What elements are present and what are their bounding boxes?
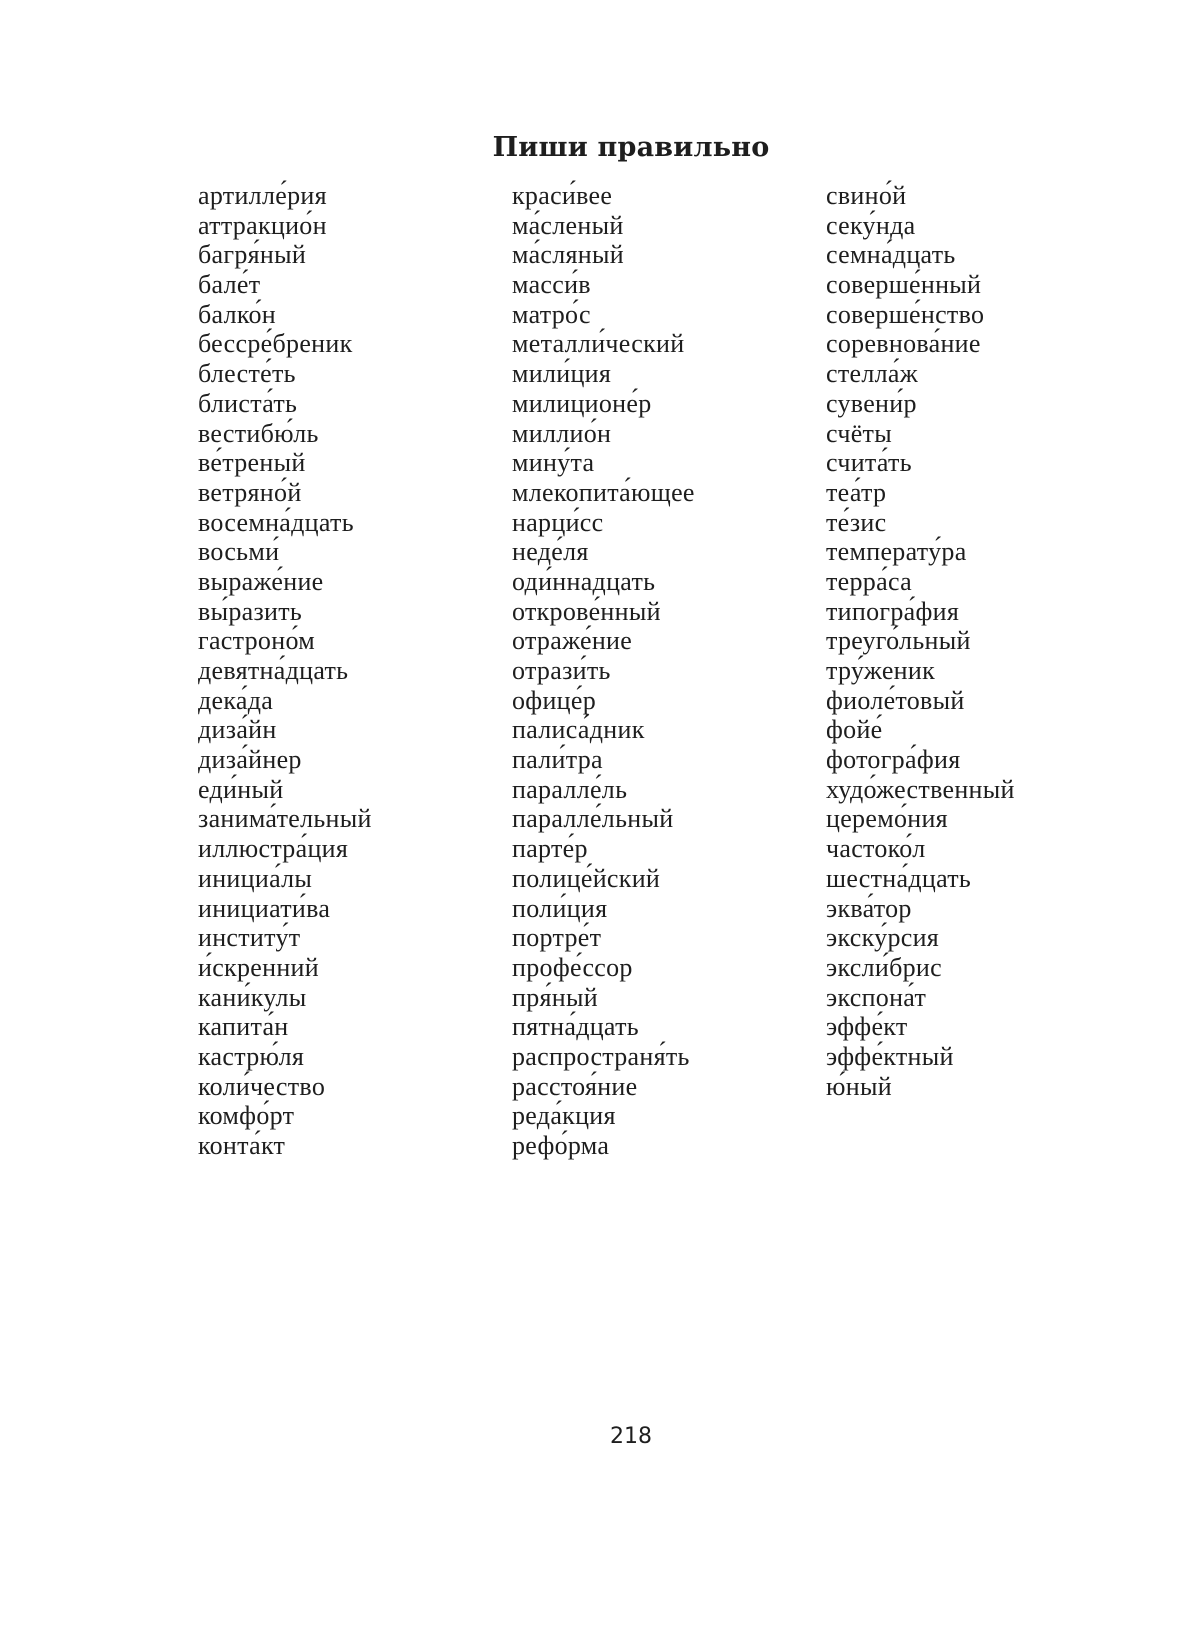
word-item: гастроно́м: [198, 626, 315, 656]
word-item: инициа́лы: [198, 863, 313, 893]
word-item: милиционе́р: [512, 388, 652, 418]
word-item: багря́ный: [198, 240, 307, 270]
word-item: бале́т: [198, 270, 261, 300]
word-item: семна́дцать: [826, 240, 956, 270]
word-item: фотогра́фия: [826, 745, 961, 775]
word-item: кани́кулы: [198, 982, 307, 1012]
word-item: секу́нда: [826, 210, 916, 240]
word-item: мили́ция: [512, 359, 612, 389]
word-item: счита́ть: [826, 448, 912, 478]
word-item: те́зис: [826, 507, 887, 537]
word-item: еди́ный: [198, 774, 284, 804]
word-item: эква́тор: [826, 893, 912, 923]
word-item: экску́рсия: [826, 923, 940, 953]
word-item: профе́ссор: [512, 952, 633, 982]
word-item: паралле́ль: [512, 774, 628, 804]
word-item: балко́н: [198, 299, 276, 329]
word-item: портре́т: [512, 923, 602, 953]
word-item: распространя́ть: [512, 1041, 690, 1071]
word-item: диза́йн: [198, 715, 277, 745]
word-item: рефо́рма: [512, 1131, 610, 1160]
word-item: девятна́дцать: [198, 656, 349, 685]
word-item: матро́с: [512, 299, 591, 329]
word-item: капита́н: [198, 1012, 289, 1042]
word-item: соверше́нство: [826, 299, 985, 329]
word-item: пали́тра: [512, 745, 603, 775]
word-item: ма́сляный: [512, 240, 624, 270]
word-item: и́скренний: [198, 952, 319, 982]
word-item: тру́женик: [826, 656, 936, 685]
word-item: нарци́сс: [512, 507, 604, 537]
word-item: типогра́фия: [826, 596, 960, 626]
word-item: восьми́: [198, 537, 280, 567]
word-item: соревнова́ние: [826, 329, 981, 359]
word-item: восемна́дцать: [198, 507, 354, 537]
word-item: паралле́льный: [512, 804, 674, 834]
word-item: инициати́ва: [198, 893, 331, 923]
word-item: конта́кт: [198, 1131, 286, 1160]
word-item: дека́да: [198, 685, 274, 715]
word-item: расстоя́ние: [512, 1071, 638, 1101]
word-item: частоко́л: [826, 834, 926, 864]
word-item: пря́ный: [512, 982, 598, 1012]
word-item: краси́вее: [512, 181, 613, 210]
word-item: занима́тельный: [198, 804, 372, 834]
word-item: терра́са: [826, 566, 912, 596]
page-title: Пиши правильно: [492, 132, 770, 163]
word-item: миллио́н: [512, 418, 612, 448]
word-item: бессре́бреник: [198, 329, 353, 359]
word-item: иллюстра́ция: [198, 834, 349, 864]
word-item: диза́йнер: [198, 745, 302, 775]
word-item: пятна́дцать: [512, 1012, 639, 1042]
word-item: реда́кция: [512, 1101, 616, 1131]
page-number: 218: [610, 1424, 652, 1449]
word-item: коли́чество: [198, 1071, 326, 1101]
word-item: палиса́дник: [512, 715, 645, 745]
word-item: парте́р: [512, 834, 588, 864]
word-item: худо́жественный: [826, 774, 1015, 804]
word-item: масси́в: [512, 270, 591, 300]
word-item: поли́ция: [512, 893, 608, 923]
word-item: эффе́кт: [826, 1012, 908, 1042]
word-item: выраже́ние: [198, 566, 324, 596]
word-item: аттракцио́н: [198, 210, 327, 240]
word-item: блиста́ть: [198, 388, 298, 418]
word-item: офице́р: [512, 685, 597, 715]
word-item: ветряно́й: [198, 477, 302, 507]
word-item: кастрю́ля: [198, 1041, 305, 1071]
word-item: эффе́ктный: [826, 1041, 954, 1071]
word-item: фиоле́товый: [826, 685, 965, 715]
word-item: отраже́ние: [512, 626, 633, 656]
word-item: счёты: [826, 418, 892, 448]
word-item: шестна́дцать: [826, 863, 972, 893]
word-item: ю́ный: [826, 1071, 892, 1101]
word-item: оди́ннадцать: [512, 566, 656, 596]
word-item: комфо́рт: [198, 1101, 295, 1131]
word-item: фойе́: [826, 715, 883, 745]
word-item: экспона́т: [826, 982, 927, 1012]
word-item: мину́та: [512, 448, 595, 478]
word-item: полице́йский: [512, 863, 661, 893]
word-item: ве́треный: [198, 448, 306, 478]
word-item: артилле́рия: [198, 181, 327, 210]
word-item: вы́разить: [198, 596, 303, 626]
word-item: сувени́р: [826, 388, 917, 418]
word-item: блесте́ть: [198, 359, 296, 389]
word-column-1: [198, 181, 372, 1161]
word-item: институ́т: [198, 923, 301, 953]
word-item: эксли́брис: [826, 952, 942, 982]
word-item: треуго́льный: [826, 626, 971, 656]
word-item: млекопита́ющее: [512, 477, 695, 507]
word-column-3: [826, 181, 1015, 1101]
word-item: теа́тр: [826, 477, 887, 507]
word-item: стелла́ж: [826, 359, 918, 389]
word-item: неде́ля: [512, 537, 589, 567]
word-item: температу́ра: [826, 537, 967, 567]
word-item: металли́ческий: [512, 329, 685, 359]
word-column-2: [512, 181, 695, 1161]
word-item: ма́сленый: [512, 210, 624, 240]
word-item: свино́й: [826, 181, 907, 210]
word-item: открове́нный: [512, 596, 661, 626]
word-item: вестибю́ль: [198, 418, 319, 448]
word-item: соверше́нный: [826, 270, 982, 300]
word-item: церемо́ния: [826, 804, 948, 834]
word-item: отрази́ть: [512, 656, 611, 685]
